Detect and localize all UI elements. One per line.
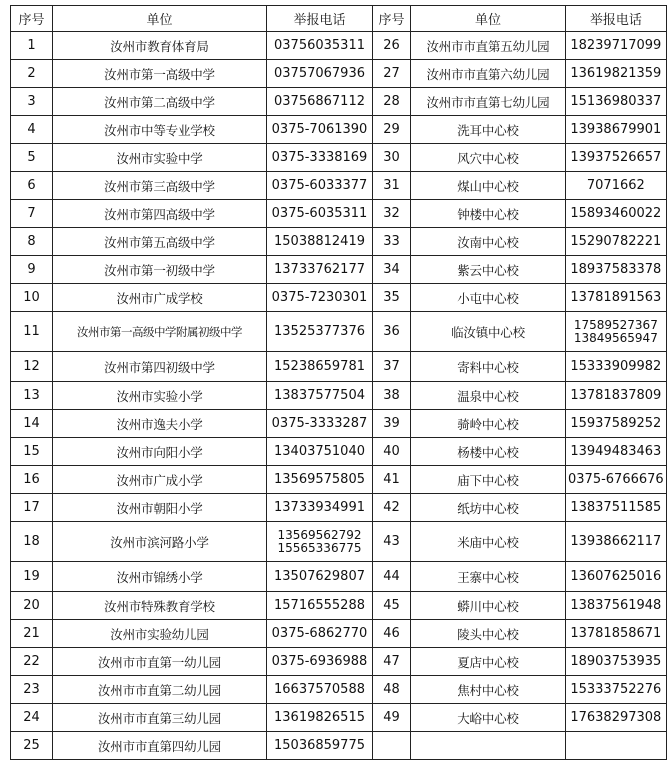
table-row	[11, 676, 667, 704]
row-number: 38	[373, 382, 411, 410]
phone-number: 15238659781	[274, 359, 365, 374]
unit-name: 汝州市实验中学	[53, 144, 267, 172]
row-number: 15	[11, 438, 53, 466]
unit-name: 大峪中心校	[411, 704, 566, 732]
report-phone	[267, 704, 373, 732]
report-phone	[566, 144, 667, 172]
header-no: 序号	[373, 6, 411, 32]
report-phone	[566, 60, 667, 88]
report-phone	[267, 522, 373, 562]
report-phone	[267, 352, 373, 382]
row-number: 3	[11, 88, 53, 116]
report-phone	[267, 592, 373, 620]
report-phone	[566, 494, 667, 522]
row-number: 29	[373, 116, 411, 144]
unit-name: 小屯中心校	[411, 284, 566, 312]
row-number: 20	[11, 592, 53, 620]
table-row	[11, 88, 667, 116]
row-number: 49	[373, 704, 411, 732]
row-number: 41	[373, 466, 411, 494]
row-number: 10	[11, 284, 53, 312]
row-number: 5	[11, 144, 53, 172]
header-phone: 举报电话	[267, 6, 373, 32]
report-phone	[566, 620, 667, 648]
report-phone	[566, 592, 667, 620]
unit-name: 米庙中心校	[411, 522, 566, 562]
row-number: 46	[373, 620, 411, 648]
report-phone	[267, 256, 373, 284]
unit-name: 庙下中心校	[411, 466, 566, 494]
report-phone-table	[10, 5, 667, 760]
unit-name: 骑岭中心校	[411, 410, 566, 438]
phone-number: 13733762177	[274, 262, 365, 277]
table-row	[11, 284, 667, 312]
unit-name: 王寨中心校	[411, 562, 566, 592]
unit-name: 汝州市第三高级中学	[53, 172, 267, 200]
row-number: 47	[373, 648, 411, 676]
row-number: 26	[373, 32, 411, 60]
unit-name: 蟒川中心校	[411, 592, 566, 620]
table-row	[11, 494, 667, 522]
phone-number: 18239717099	[570, 38, 662, 53]
table-row	[11, 592, 667, 620]
phone-number: 13849565947	[573, 330, 658, 345]
report-phone	[267, 200, 373, 228]
row-number: 1	[11, 32, 53, 60]
row-number: 8	[11, 228, 53, 256]
phone-number: 03756035311	[274, 38, 365, 53]
report-phone	[267, 312, 373, 352]
row-number: 25	[11, 732, 53, 760]
row-number: 16	[11, 466, 53, 494]
unit-name: 汝州市实验小学	[53, 382, 267, 410]
report-phone	[566, 352, 667, 382]
report-phone	[267, 494, 373, 522]
table-row	[11, 256, 667, 284]
table-row	[11, 228, 667, 256]
unit-name: 汝州市市直第五幼儿园	[411, 32, 566, 60]
report-phone	[267, 466, 373, 494]
table-row	[11, 522, 667, 562]
phone-number: 13837561948	[570, 598, 662, 613]
report-phone	[267, 382, 373, 410]
phone-number: 13619826515	[274, 710, 365, 725]
row-number: 19	[11, 562, 53, 592]
report-phone	[566, 312, 667, 352]
report-phone	[566, 438, 667, 466]
row-number: 9	[11, 256, 53, 284]
report-phone	[267, 284, 373, 312]
unit-name: 汝州市广成学校	[53, 284, 267, 312]
phone-number: 13781858671	[570, 626, 662, 641]
report-phone	[566, 200, 667, 228]
table-row	[11, 438, 667, 466]
table-row	[11, 382, 667, 410]
unit-name: 寄料中心校	[411, 352, 566, 382]
report-phone	[566, 732, 667, 760]
table-row	[11, 620, 667, 648]
row-number: 11	[11, 312, 53, 352]
phone-number: 15036859775	[274, 738, 365, 753]
unit-name: 汝州市第一高级中学	[53, 60, 267, 88]
header-unit: 单位	[53, 6, 267, 32]
unit-name: 汝州市市直第一幼儿园	[53, 648, 267, 676]
row-number: 7	[11, 200, 53, 228]
table-row	[11, 732, 667, 760]
unit-name: 汝州市实验幼儿园	[53, 620, 267, 648]
report-phone	[267, 172, 373, 200]
header-unit: 单位	[411, 6, 566, 32]
report-phone	[566, 116, 667, 144]
unit-name: 洗耳中心校	[411, 116, 566, 144]
unit-name: 杨楼中心校	[411, 438, 566, 466]
unit-name: 汝州市第四初级中学	[53, 352, 267, 382]
row-number: 35	[373, 284, 411, 312]
unit-name: 汝州市市直第四幼儿园	[53, 732, 267, 760]
unit-name: 汝州市向阳小学	[53, 438, 267, 466]
unit-name: 钟楼中心校	[411, 200, 566, 228]
unit-name: 陵头中心校	[411, 620, 566, 648]
row-number	[373, 732, 411, 760]
report-phone	[267, 144, 373, 172]
row-number: 44	[373, 562, 411, 592]
table-row	[11, 704, 667, 732]
unit-name: 汝州市特殊教育学校	[53, 592, 267, 620]
unit-name: 汝州市第二高级中学	[53, 88, 267, 116]
report-phone	[267, 116, 373, 144]
report-phone	[566, 32, 667, 60]
report-phone	[267, 88, 373, 116]
unit-name: 汝州市第五高级中学	[53, 228, 267, 256]
phone-number: 13781837809	[570, 388, 662, 403]
row-number: 2	[11, 60, 53, 88]
row-number: 12	[11, 352, 53, 382]
report-phone	[566, 284, 667, 312]
unit-name: 汝州市中等专业学校	[53, 116, 267, 144]
phone-number: 7071662	[586, 178, 645, 193]
report-phone	[566, 410, 667, 438]
unit-name: 汝州市逸夫小学	[53, 410, 267, 438]
report-phone	[267, 620, 373, 648]
row-number: 33	[373, 228, 411, 256]
phone-number: 03757067936	[274, 66, 365, 81]
row-number: 37	[373, 352, 411, 382]
phone-number: 17589527367	[573, 317, 658, 332]
unit-name: 煤山中心校	[411, 172, 566, 200]
table-row	[11, 312, 667, 352]
table-body	[11, 32, 667, 760]
phone-number: 13781891563	[570, 290, 662, 305]
phone-number: 17638297308	[570, 710, 662, 725]
phone-number: 18937583378	[570, 262, 662, 277]
row-number: 22	[11, 648, 53, 676]
row-number: 32	[373, 200, 411, 228]
report-phone	[267, 676, 373, 704]
phone-number: 03756867112	[274, 94, 365, 109]
phone-number: 13937526657	[570, 150, 662, 165]
report-phone	[566, 562, 667, 592]
report-phone	[267, 562, 373, 592]
report-phone	[267, 732, 373, 760]
table-row	[11, 60, 667, 88]
table-row	[11, 32, 667, 60]
report-phone	[267, 60, 373, 88]
phone-number: 13837577504	[274, 388, 365, 403]
phone-number: 13949483463	[570, 444, 662, 459]
unit-name: 汝州市滨河路小学	[53, 522, 267, 562]
report-phone	[267, 32, 373, 60]
unit-name: 汝州市市直第三幼儿园	[53, 704, 267, 732]
phone-number: 13938662117	[570, 534, 662, 549]
unit-name: 汝州市朝阳小学	[53, 494, 267, 522]
phone-number: 15333909982	[570, 359, 662, 374]
phone-number: 15038812419	[274, 234, 365, 249]
row-number: 30	[373, 144, 411, 172]
table-row	[11, 352, 667, 382]
unit-name: 温泉中心校	[411, 382, 566, 410]
report-phone	[566, 382, 667, 410]
table-row	[11, 200, 667, 228]
unit-name: 焦村中心校	[411, 676, 566, 704]
table-row	[11, 116, 667, 144]
header-phone: 举报电话	[566, 6, 667, 32]
table-row	[11, 466, 667, 494]
row-number: 36	[373, 312, 411, 352]
phone-number: 13733934991	[274, 500, 365, 515]
report-phone	[267, 228, 373, 256]
phone-number: 0375-6862770	[271, 626, 368, 641]
unit-name: 汝州市第一高级中学附属初级中学	[53, 312, 267, 352]
row-number: 27	[373, 60, 411, 88]
row-number: 23	[11, 676, 53, 704]
unit-name: 汝州市广成小学	[53, 466, 267, 494]
report-phone	[566, 172, 667, 200]
phone-number: 16637570588	[274, 682, 365, 697]
row-number: 4	[11, 116, 53, 144]
phone-number: 0375-6936988	[271, 654, 368, 669]
report-phone	[566, 88, 667, 116]
phone-number: 13607625016	[570, 569, 662, 584]
report-phone	[566, 228, 667, 256]
phone-number: 13525377376	[274, 324, 365, 339]
row-number: 48	[373, 676, 411, 704]
row-number: 18	[11, 522, 53, 562]
report-phone	[566, 466, 667, 494]
row-number: 42	[373, 494, 411, 522]
unit-name: 纸坊中心校	[411, 494, 566, 522]
unit-name: 汝州市第一初级中学	[53, 256, 267, 284]
phone-number: 13507629807	[274, 569, 365, 584]
phone-number: 15716555288	[274, 598, 365, 613]
header-row	[11, 6, 667, 32]
phone-number: 13403751040	[274, 444, 365, 459]
report-phone	[267, 648, 373, 676]
row-number: 6	[11, 172, 53, 200]
row-number: 43	[373, 522, 411, 562]
phone-number: 13938679901	[570, 122, 662, 137]
phone-number: 0375-3338169	[271, 150, 368, 165]
unit-name: 汝南中心校	[411, 228, 566, 256]
phone-number: 0375-6766676	[568, 472, 664, 487]
phone-number: 13569562792	[277, 527, 362, 542]
unit-name: 汝州市教育体育局	[53, 32, 267, 60]
phone-number: 0375-3333287	[271, 416, 368, 431]
row-number: 24	[11, 704, 53, 732]
row-number: 40	[373, 438, 411, 466]
phone-number: 15937589252	[570, 416, 662, 431]
table-row	[11, 144, 667, 172]
unit-name	[411, 732, 566, 760]
report-phone	[566, 522, 667, 562]
phone-number: 0375-7230301	[271, 290, 368, 305]
unit-name: 汝州市市直第七幼儿园	[411, 88, 566, 116]
row-number: 21	[11, 620, 53, 648]
report-phone	[267, 438, 373, 466]
row-number: 17	[11, 494, 53, 522]
unit-name: 汝州市市直第二幼儿园	[53, 676, 267, 704]
header-no: 序号	[11, 6, 53, 32]
unit-name: 临汝镇中心校	[411, 312, 566, 352]
report-phone	[267, 410, 373, 438]
row-number: 34	[373, 256, 411, 284]
phone-number: 15290782221	[570, 234, 662, 249]
table-row	[11, 172, 667, 200]
unit-name: 紫云中心校	[411, 256, 566, 284]
phone-number: 13619821359	[570, 66, 662, 81]
phone-number: 0375-6035311	[271, 206, 368, 221]
table-row	[11, 410, 667, 438]
report-phone	[566, 648, 667, 676]
phone-number: 0375-6033377	[271, 178, 368, 193]
row-number: 45	[373, 592, 411, 620]
table-row	[11, 648, 667, 676]
row-number: 39	[373, 410, 411, 438]
unit-name: 汝州市第四高级中学	[53, 200, 267, 228]
phone-number: 18903753935	[570, 654, 662, 669]
row-number: 13	[11, 382, 53, 410]
unit-name: 汝州市市直第六幼儿园	[411, 60, 566, 88]
phone-number: 0375-7061390	[271, 122, 368, 137]
report-phone	[566, 704, 667, 732]
unit-name: 汝州市锦绣小学	[53, 562, 267, 592]
phone-number: 13569575805	[274, 472, 365, 487]
table-row	[11, 562, 667, 592]
row-number: 28	[373, 88, 411, 116]
report-phone	[566, 256, 667, 284]
phone-number: 15333752276	[570, 682, 662, 697]
phone-number: 15893460022	[570, 206, 662, 221]
phone-number: 13837511585	[570, 500, 662, 515]
unit-name: 夏店中心校	[411, 648, 566, 676]
row-number: 14	[11, 410, 53, 438]
unit-name: 风穴中心校	[411, 144, 566, 172]
phone-number: 15136980337	[570, 94, 662, 109]
report-phone	[566, 676, 667, 704]
phone-number: 15565336775	[277, 540, 362, 555]
row-number: 31	[373, 172, 411, 200]
